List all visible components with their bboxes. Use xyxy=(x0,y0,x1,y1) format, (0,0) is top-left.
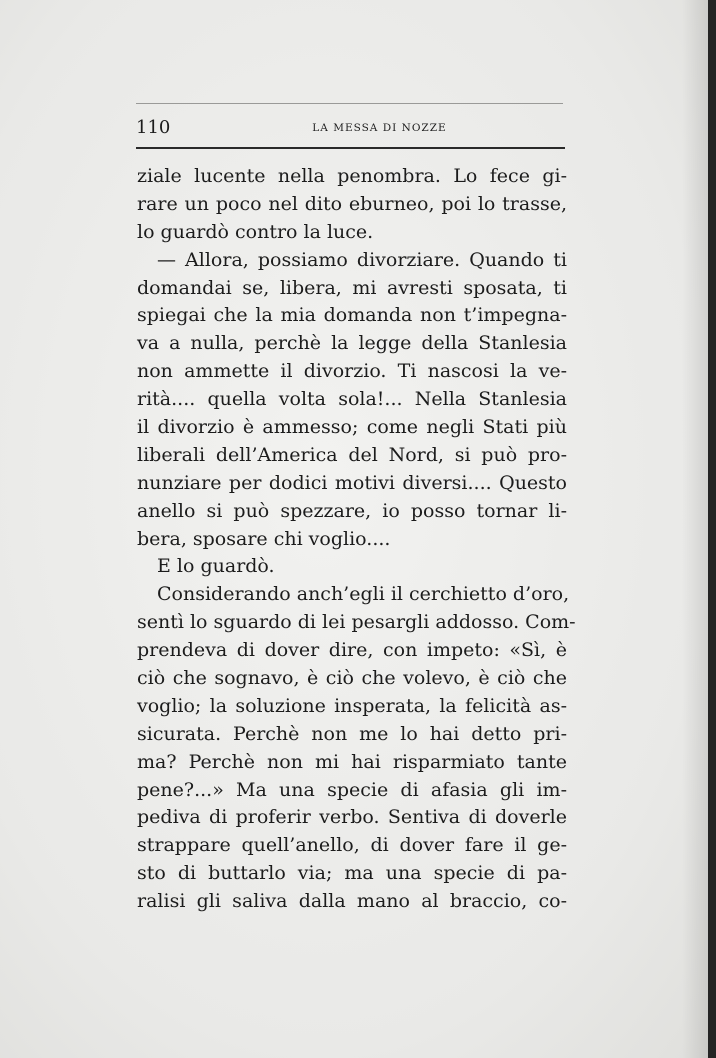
text-line: il divorzio è ammesso; come negli Stati più xyxy=(137,416,567,439)
body-text xyxy=(137,163,576,916)
top-faint-rule xyxy=(136,103,563,104)
text-line: lo guardò contro la luce. xyxy=(137,220,374,243)
page-number: 110 xyxy=(136,117,171,138)
page-edge-border xyxy=(708,0,716,1058)
text-line: va a nulla, perchè la legge della Stanlesia xyxy=(137,332,567,355)
text-line: ziale lucente nella penombra. Lo fece gi- xyxy=(137,165,567,187)
text-line: sto di buttarlo via; ma una specie di pa- xyxy=(137,862,567,885)
text-line: spiegai che la mia domanda non t’impegna- xyxy=(137,304,567,327)
page-gutter-shadow xyxy=(682,0,708,1058)
text-line: ralisi gli saliva dalla mano al braccio, co- xyxy=(137,890,567,913)
text-line: sicurata. Perchè non me lo hai detto pri- xyxy=(137,722,567,745)
text-line: non ammette il divorzio. Ti nascosi la ve- xyxy=(137,360,567,383)
text-line: ciò che sognavo, è ciò che volevo, è ciò che xyxy=(137,667,567,690)
text-line: E lo guardò. xyxy=(157,555,275,578)
text-line: rità.... quella volta sola!... Nella Stanlesia xyxy=(137,388,567,411)
text-line: ma? Perchè non mi hai risparmiato tante xyxy=(137,750,567,773)
page-header xyxy=(136,116,563,140)
header-rule xyxy=(136,147,565,149)
text-line: prendeva di dover dire, con impeto: «Sì, è xyxy=(137,639,567,662)
text-line: pene?...» Ma una specie di afasia gli im- xyxy=(137,778,567,801)
text-line: domandai se, libera, mi avresti sposata, ti xyxy=(137,276,567,299)
text-line: Considerando anch’egli il cerchietto d’oro, xyxy=(157,583,570,606)
text-line: nunziare per dodici motivi diversi.... Questo xyxy=(137,471,567,494)
text-line: liberali dell’America del Nord, si può pro- xyxy=(137,443,567,466)
text-line: bera, sposare chi voglio.... xyxy=(137,527,391,550)
text-line: voglio; la soluzione insperata, la felicità as- xyxy=(137,694,567,717)
running-title: LA MESSA DI NOZZE xyxy=(312,122,447,134)
text-line: rare un poco nel dito eburneo, poi lo trasse, xyxy=(137,192,567,215)
text-line: anello si può spezzare, io posso tornar li- xyxy=(137,499,567,522)
text-line: strappare quell’anello, di dover fare il ge- xyxy=(137,834,567,857)
text-line: — Allora, possiamo divorziare. Quando ti xyxy=(157,248,567,271)
text-line: pediva di proferir verbo. Sentiva di doverle xyxy=(137,806,567,829)
text-line: sentì lo sguardo di lei pesargli addosso. Com- xyxy=(137,611,576,634)
